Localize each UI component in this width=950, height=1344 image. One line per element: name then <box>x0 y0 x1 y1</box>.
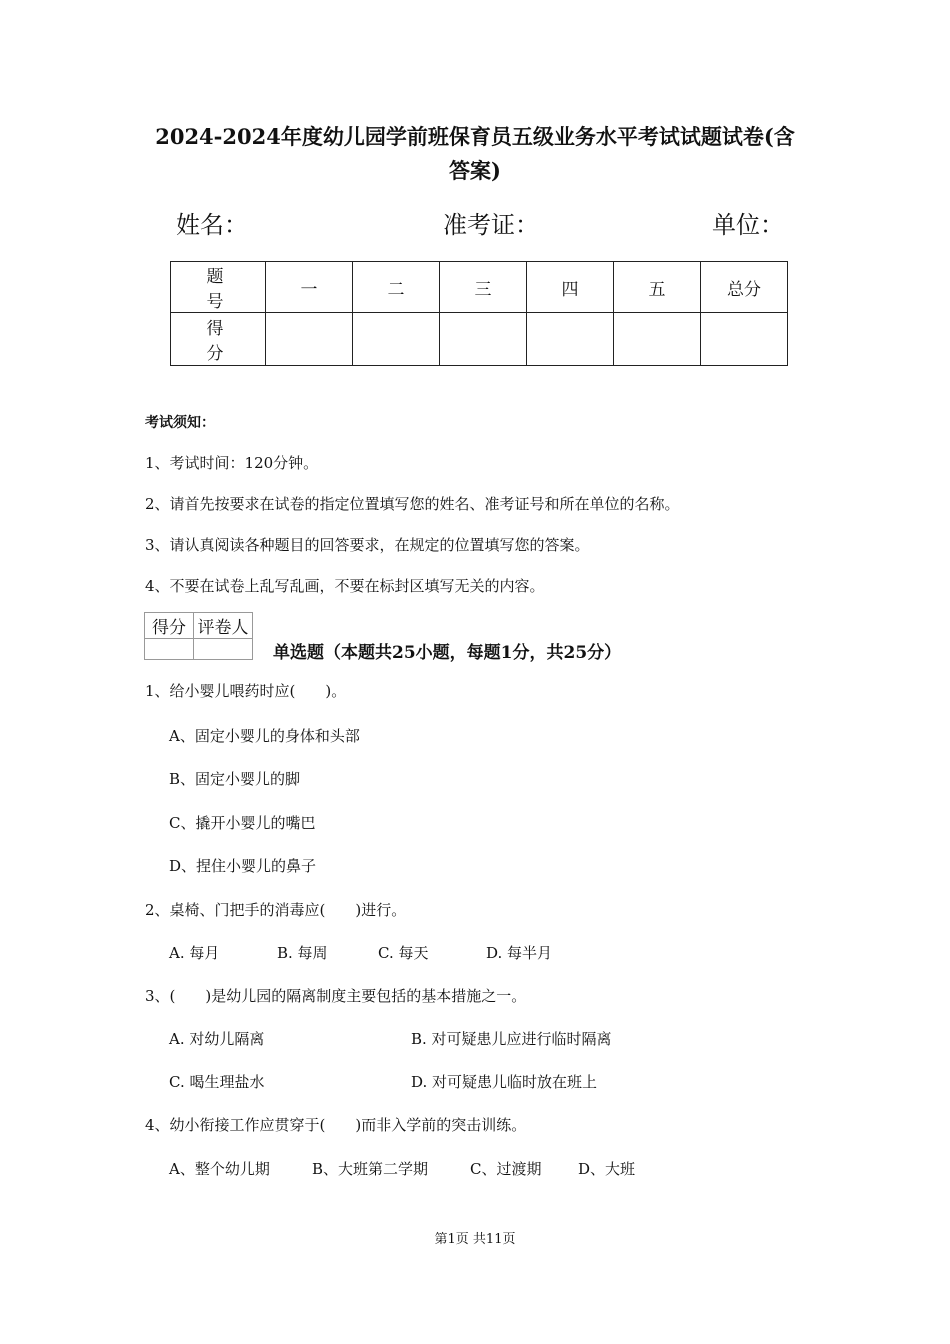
notice-item-4: 4、不要在试卷上乱写乱画，不要在标封区填写无关的内容。 <box>145 577 545 595</box>
header-total: 总分 <box>701 262 788 313</box>
exam-id-field-label: 准考证： <box>443 211 539 239</box>
question-3-option-a: A. 对幼儿隔离 <box>169 1030 265 1048</box>
question-3-option-b: B. 对可疑患儿应进行临时隔离 <box>411 1030 612 1048</box>
grader-box <box>144 612 253 660</box>
name-field-label: 姓名： <box>176 211 248 239</box>
question-3-option-c: C. 喝生理盐水 <box>169 1073 265 1091</box>
score-table-score-row <box>171 313 788 366</box>
question-1-option-b: B、固定小婴儿的脚 <box>169 770 301 788</box>
notice-item-3: 3、请认真阅读各种题目的回答要求，在规定的位置填写您的答案。 <box>145 536 590 554</box>
question-2-stem: 2、桌椅、门把手的消毒应( )进行。 <box>145 901 407 919</box>
score-table <box>170 261 788 366</box>
header-question-number: 题 号 <box>171 262 266 313</box>
grader-score-label: 得分 <box>145 613 194 639</box>
notice-heading: 考试须知： <box>145 415 215 431</box>
section-title: 单选题（本题共25小题，每题1分，共25分） <box>273 643 622 663</box>
question-2-option-c: C. 每天 <box>378 944 429 962</box>
document-title <box>120 120 830 188</box>
score-row-label: 得 分 <box>171 313 266 366</box>
header-part-3: 三 <box>440 262 527 313</box>
title-line-1: 2024-2024年度幼儿园学前班保育员五级业务水平考试试题试卷(含 <box>155 124 795 149</box>
score-table-header-row <box>171 262 788 313</box>
score-cell-3[interactable] <box>440 313 527 366</box>
grader-reviewer-cell[interactable] <box>194 639 253 660</box>
score-cell-2[interactable] <box>353 313 440 366</box>
header-part-4: 四 <box>527 262 614 313</box>
question-4-option-d: D、大班 <box>578 1160 636 1178</box>
question-2-option-d: D. 每半月 <box>486 944 553 962</box>
question-4-option-b: B、大班第二学期 <box>312 1160 429 1178</box>
question-1-option-c: C、撬开小婴儿的嘴巴 <box>169 814 316 832</box>
score-cell-total[interactable] <box>701 313 788 366</box>
score-cell-5[interactable] <box>614 313 701 366</box>
question-1-option-d: D、捏住小婴儿的鼻子 <box>169 857 317 875</box>
question-3-option-d: D. 对可疑患儿临时放在班上 <box>411 1073 598 1091</box>
notice-item-2: 2、请首先按要求在试卷的指定位置填写您的姓名、准考证号和所在单位的名称。 <box>145 495 680 513</box>
header-part-2: 二 <box>353 262 440 313</box>
title-line-2: 答案) <box>449 158 501 183</box>
page-footer: 第1页 共11页 <box>434 1232 516 1247</box>
notice-item-1: 1、考试时间：120分钟。 <box>145 454 319 472</box>
question-4-stem: 4、幼小衔接工作应贯穿于( )而非入学前的突击训练。 <box>145 1116 527 1134</box>
question-4-option-c: C、过渡期 <box>470 1160 542 1178</box>
grader-score-cell[interactable] <box>145 639 194 660</box>
unit-field-label: 单位： <box>712 211 784 239</box>
header-part-1: 一 <box>266 262 353 313</box>
question-2-option-b: B. 每周 <box>277 944 328 962</box>
header-part-5: 五 <box>614 262 701 313</box>
grader-reviewer-label: 评卷人 <box>194 613 253 639</box>
question-1-stem: 1、给小婴儿喂药时应( )。 <box>145 682 347 700</box>
score-cell-4[interactable] <box>527 313 614 366</box>
question-2-option-a: A. 每月 <box>169 944 220 962</box>
question-3-stem: 3、( )是幼儿园的隔离制度主要包括的基本措施之一。 <box>145 987 527 1005</box>
question-4-option-a: A、整个幼儿期 <box>169 1160 270 1178</box>
question-1-option-a: A、固定小婴儿的身体和头部 <box>169 727 360 745</box>
score-cell-1[interactable] <box>266 313 353 366</box>
